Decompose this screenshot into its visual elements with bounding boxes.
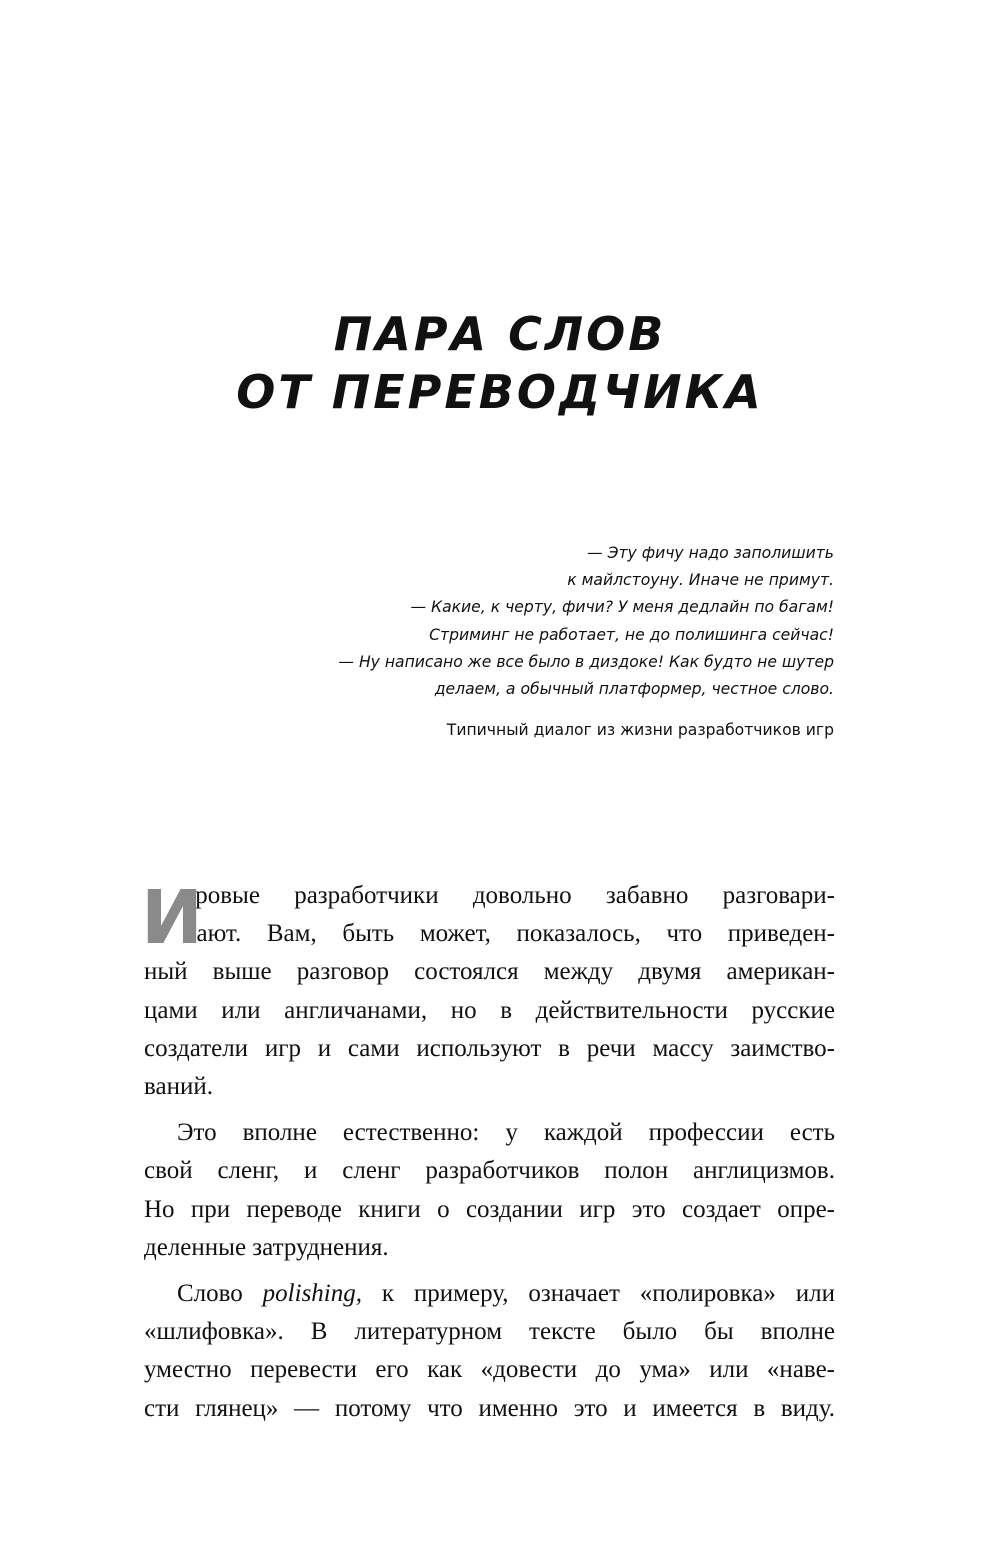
text-run: Слово [177, 1280, 263, 1308]
paragraph-1 [141, 875, 835, 1106]
epigraph-line: — Какие, к черту, фичи? У меня дедлайн по багам! [410, 598, 834, 617]
text-run: к примеру, означает «полировка» или [362, 1280, 835, 1308]
text-line: Это вполне естественно: у каждой профессии есть [177, 1119, 835, 1147]
paragraph-3 [144, 1275, 835, 1428]
drop-cap: И [141, 875, 203, 961]
chapter-title-line-1: ПАРА СЛОВ [333, 307, 667, 361]
epigraph-source: Типичный диалог из жизни разработчиков игр [446, 721, 834, 739]
text-line: создатели игр и сами используют в речи массу заимство- [144, 1034, 835, 1062]
text-line [144, 1275, 835, 1313]
text-line: гровые разработчики довольно забавно разговари- [185, 882, 835, 909]
epigraph-line: к майлстоуну. Иначе не примут. [567, 571, 834, 590]
text-line: цами или англичанами, но в действительности русские [144, 996, 835, 1024]
epigraph-line: Стриминг не работает, не до полишинга сейчас! [429, 625, 834, 644]
text-line: ный выше разговор состоялся между двумя американ- [144, 958, 835, 986]
text-line: свой сленг, и сленг разработчиков полон англицизмов. [144, 1157, 835, 1185]
text-line: деленные затруднения. [144, 1233, 389, 1261]
text-line: вают. Вам, быть может, показалось, что приведен- [185, 920, 835, 948]
text-line: сти глянец» — потому что именно это и имеется в виду. [144, 1394, 835, 1422]
body-text [141, 875, 835, 1436]
text-line: ваний. [144, 1073, 213, 1101]
term-polishing: polishing, [262, 1280, 362, 1308]
paragraph-2 [144, 1114, 835, 1267]
text-line: «шлифовка». В литературном тексте было бы вполне [144, 1318, 835, 1346]
chapter-title [0, 305, 1000, 421]
epigraph-line: — Эту фичу надо заполишить [587, 544, 834, 562]
epigraph-line: делаем, а обычный платформер, честное слово. [434, 680, 834, 699]
epigraph [274, 540, 834, 703]
epigraph-line: — Ну написано же все было в диздоке! Как будто не шутер [338, 652, 834, 671]
text-line: уместно перевести его как «довести до ума» или «наве- [144, 1356, 835, 1384]
text-line: Но при переводе книги о создании игр это создает опре- [144, 1195, 835, 1223]
chapter-title-line-2: ОТ ПЕРЕВОДЧИКА [236, 365, 764, 419]
